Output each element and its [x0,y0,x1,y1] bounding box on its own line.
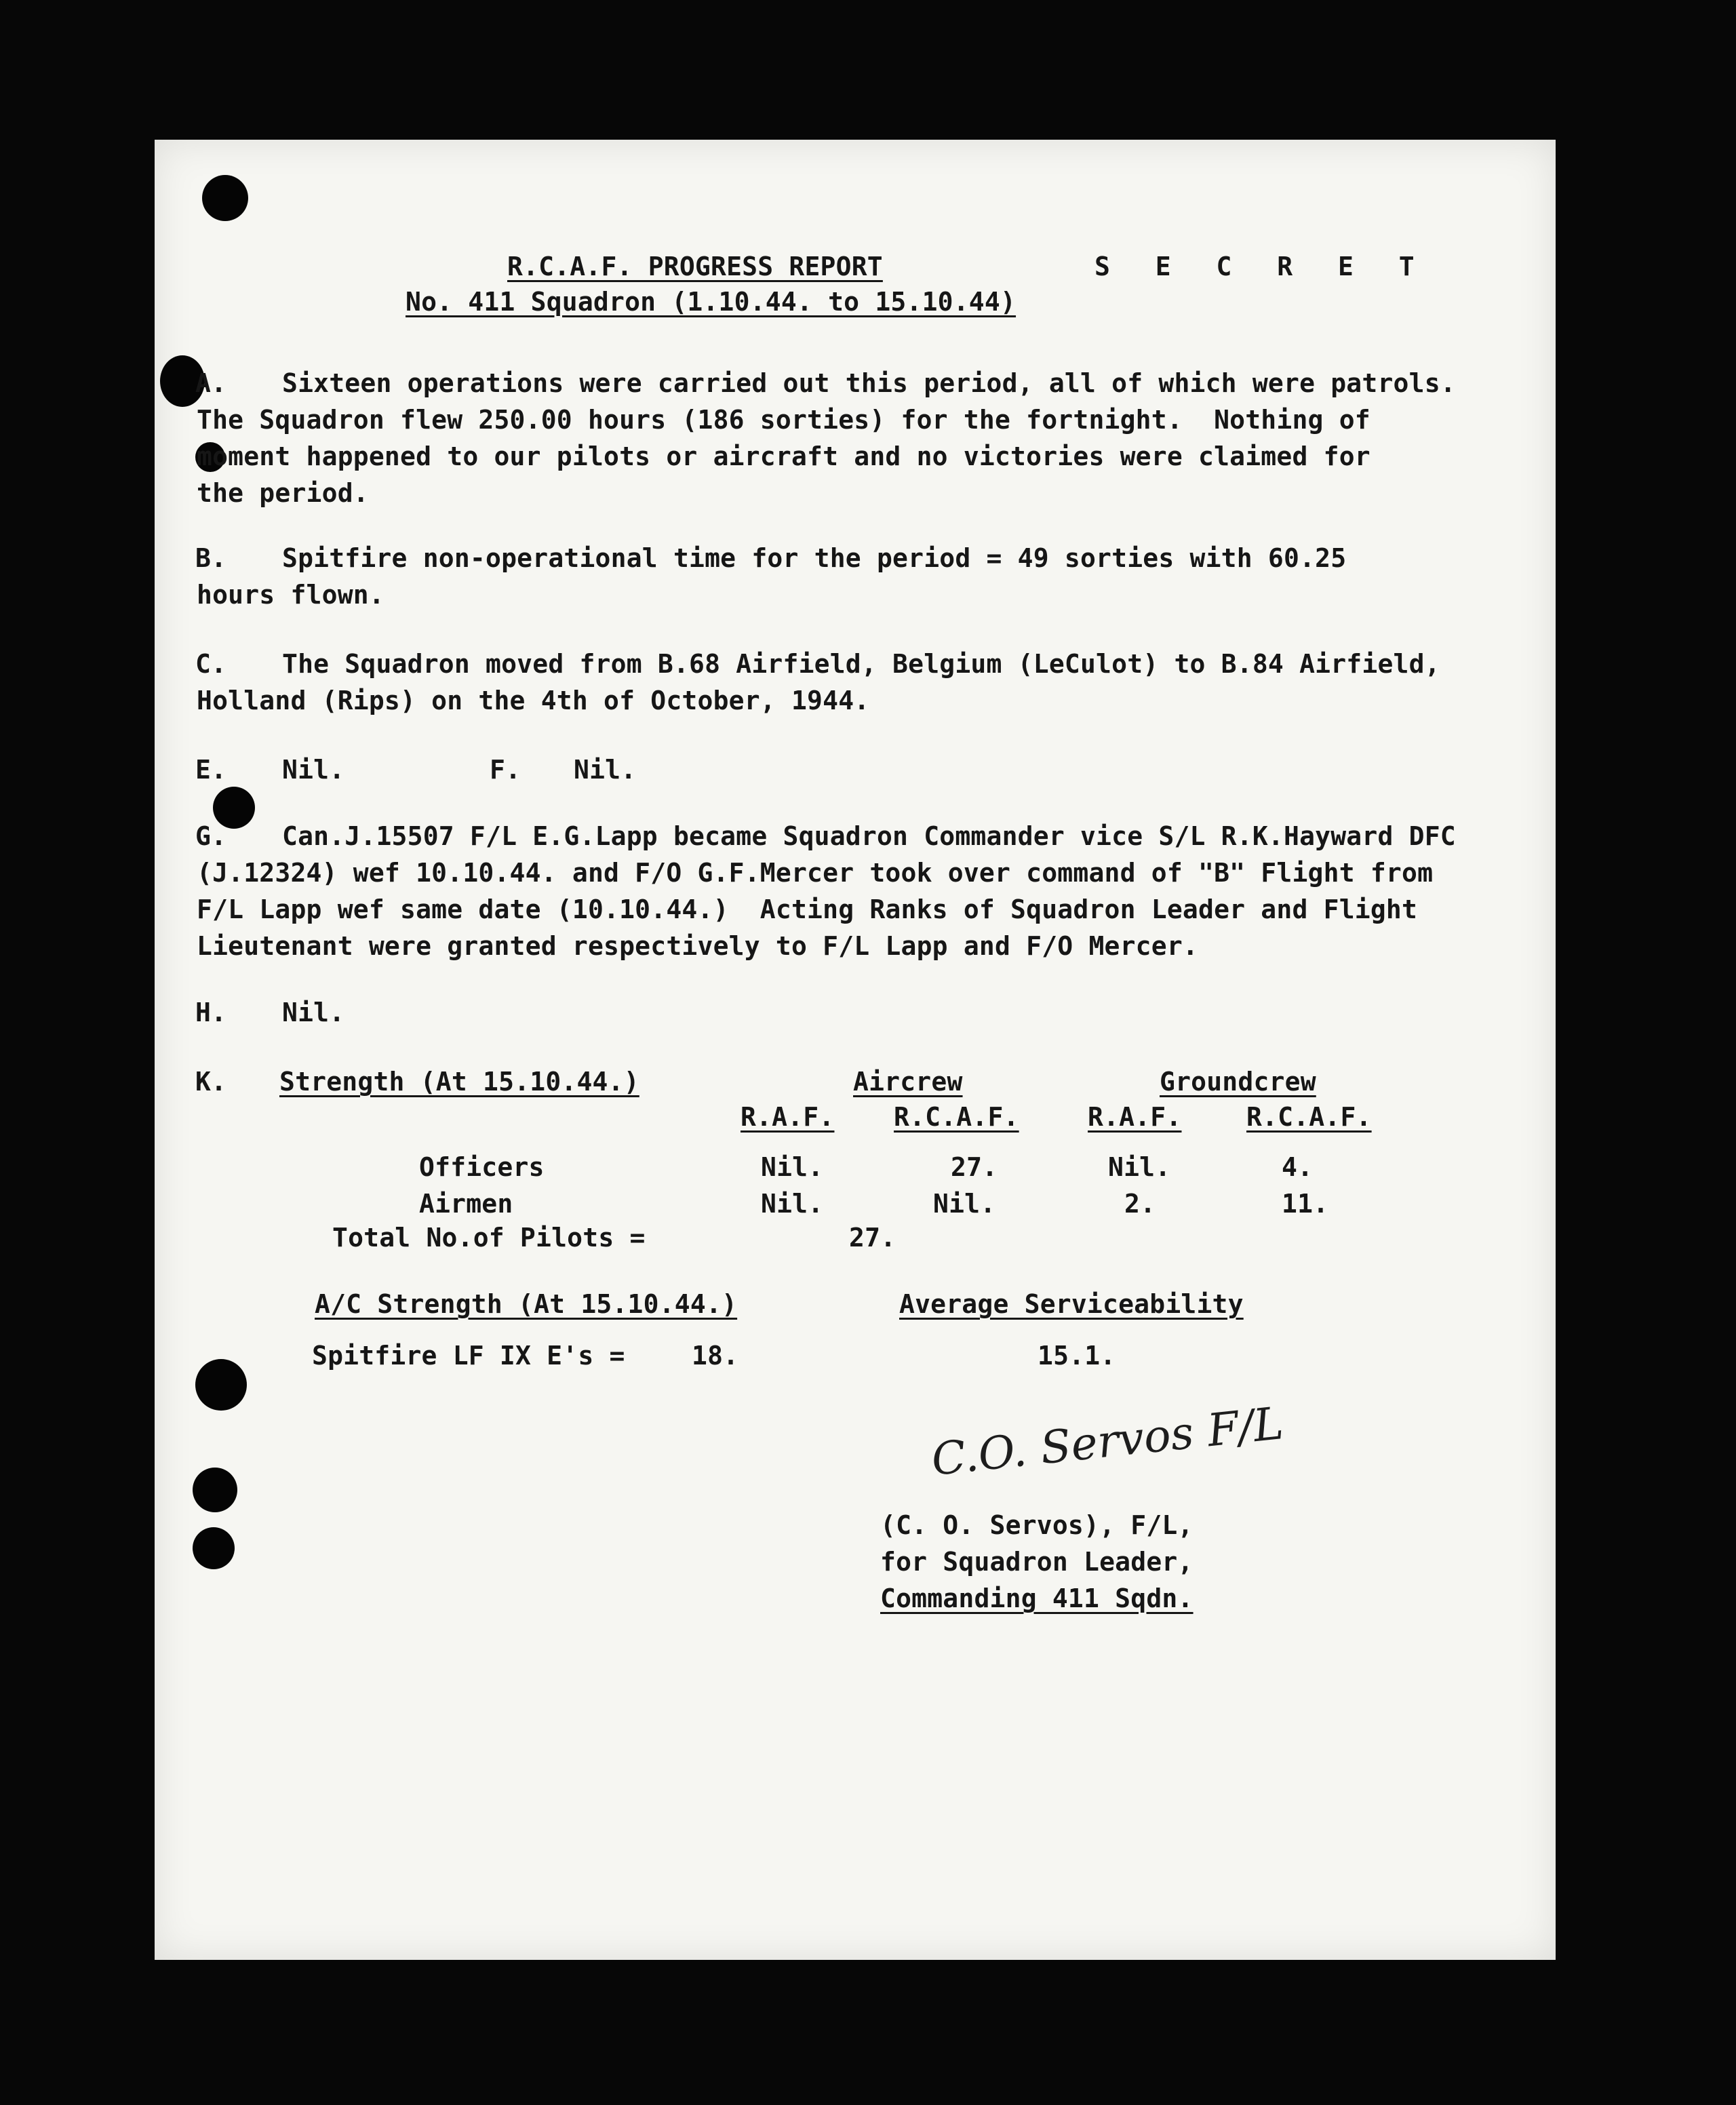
aircrew-heading: Aircrew [853,1067,963,1097]
ac-count: 18. [692,1341,739,1371]
row-label-officers: Officers [419,1152,545,1182]
table-cell: Nil. [933,1189,996,1219]
para-h-marker: H. [195,998,227,1027]
col-header-aircrew-raf: R.A.F. [741,1102,835,1132]
col-header-groundcrew-raf: R.A.F. [1088,1102,1182,1132]
table-cell: Nil. [1108,1152,1171,1182]
classification-stamp: S E C R E T [1094,252,1429,281]
report-title: R.C.A.F. PROGRESS REPORT [507,252,883,281]
para-g-line: Lieutenant were granted respectively to F/L Lapp and F/O Mercer. [197,931,1198,961]
para-g-line: Can.J.15507 F/L E.G.Lapp became Squadron Commander vice S/L R.K.Hayward DFC [282,821,1456,851]
ac-strength-heading: A/C Strength (At 15.10.44.) [315,1289,738,1319]
para-c-marker: C. [195,649,227,679]
para-g-line: F/L Lapp wef same date (10.10.44.) Acting Ranks of Squadron Leader and Flight [197,894,1418,924]
para-c-line: Holland (Rips) on the 4th of October, 1944. [197,686,870,715]
table-cell: Nil. [761,1189,824,1219]
para-e-marker: E. [195,755,227,785]
para-g-marker: G. [195,821,227,851]
signature-name: (C. O. Servos), F/L, [880,1510,1194,1540]
punch-hole [193,1527,235,1569]
para-a-line: moment happened to our pilots or aircraft and no victories were claimed for [197,441,1370,471]
table-cell: 27. [951,1152,998,1182]
punch-hole [195,1359,247,1411]
para-b-line: hours flown. [197,580,384,610]
para-g-line: (J.12324) wef 10.10.44. and F/O G.F.Mercer took over command of "B" Flight from [197,858,1434,888]
para-b-marker: B. [195,543,227,573]
para-f-marker: F. [490,755,521,785]
para-k-marker: K. [195,1067,227,1097]
table-cell: 11. [1282,1189,1329,1219]
para-a-line: Sixteen operations were carried out this period, all of which were patrols. [282,368,1456,398]
para-f-value: Nil. [574,755,637,785]
para-e-value: Nil. [282,755,345,785]
para-a-line: the period. [197,478,369,508]
signature-command: Commanding 411 Sqdn. [880,1583,1194,1613]
avg-serviceability-value: 15.1. [1038,1341,1116,1371]
avg-serviceability-heading: Average Serviceability [899,1289,1244,1319]
punch-hole [193,1468,237,1512]
total-pilots-value: 27. [849,1223,896,1253]
para-a-marker: A. [195,368,227,398]
row-label-airmen: Airmen [419,1189,513,1219]
para-h-value: Nil. [282,998,345,1027]
report-subtitle: No. 411 Squadron (1.10.44. to 15.10.44) [406,287,1017,317]
total-pilots-label: Total No.of Pilots = [332,1223,646,1253]
para-a-line: The Squadron flew 250.00 hours (186 sorties) for the fortnight. Nothing of [197,405,1370,435]
ac-type: Spitfire LF IX E's = [312,1341,625,1371]
table-cell: Nil. [761,1152,824,1182]
strength-heading: Strength (At 15.10.44.) [279,1067,639,1097]
table-cell: 2. [1124,1189,1156,1219]
col-header-aircrew-rcaf: R.C.A.F. [894,1102,1019,1132]
punch-hole [202,175,248,221]
col-header-groundcrew-rcaf: R.C.A.F. [1246,1102,1372,1132]
signature-for: for Squadron Leader, [880,1547,1194,1577]
groundcrew-heading: Groundcrew [1160,1067,1316,1097]
para-c-line: The Squadron moved from B.68 Airfield, Belgium (LeCulot) to B.84 Airfield, [282,649,1440,679]
handwritten-signature: C.O. Servos F/L [928,1396,1286,1486]
para-b-line: Spitfire non-operational time for the period = 49 sorties with 60.25 [282,543,1347,573]
table-cell: 4. [1282,1152,1314,1182]
